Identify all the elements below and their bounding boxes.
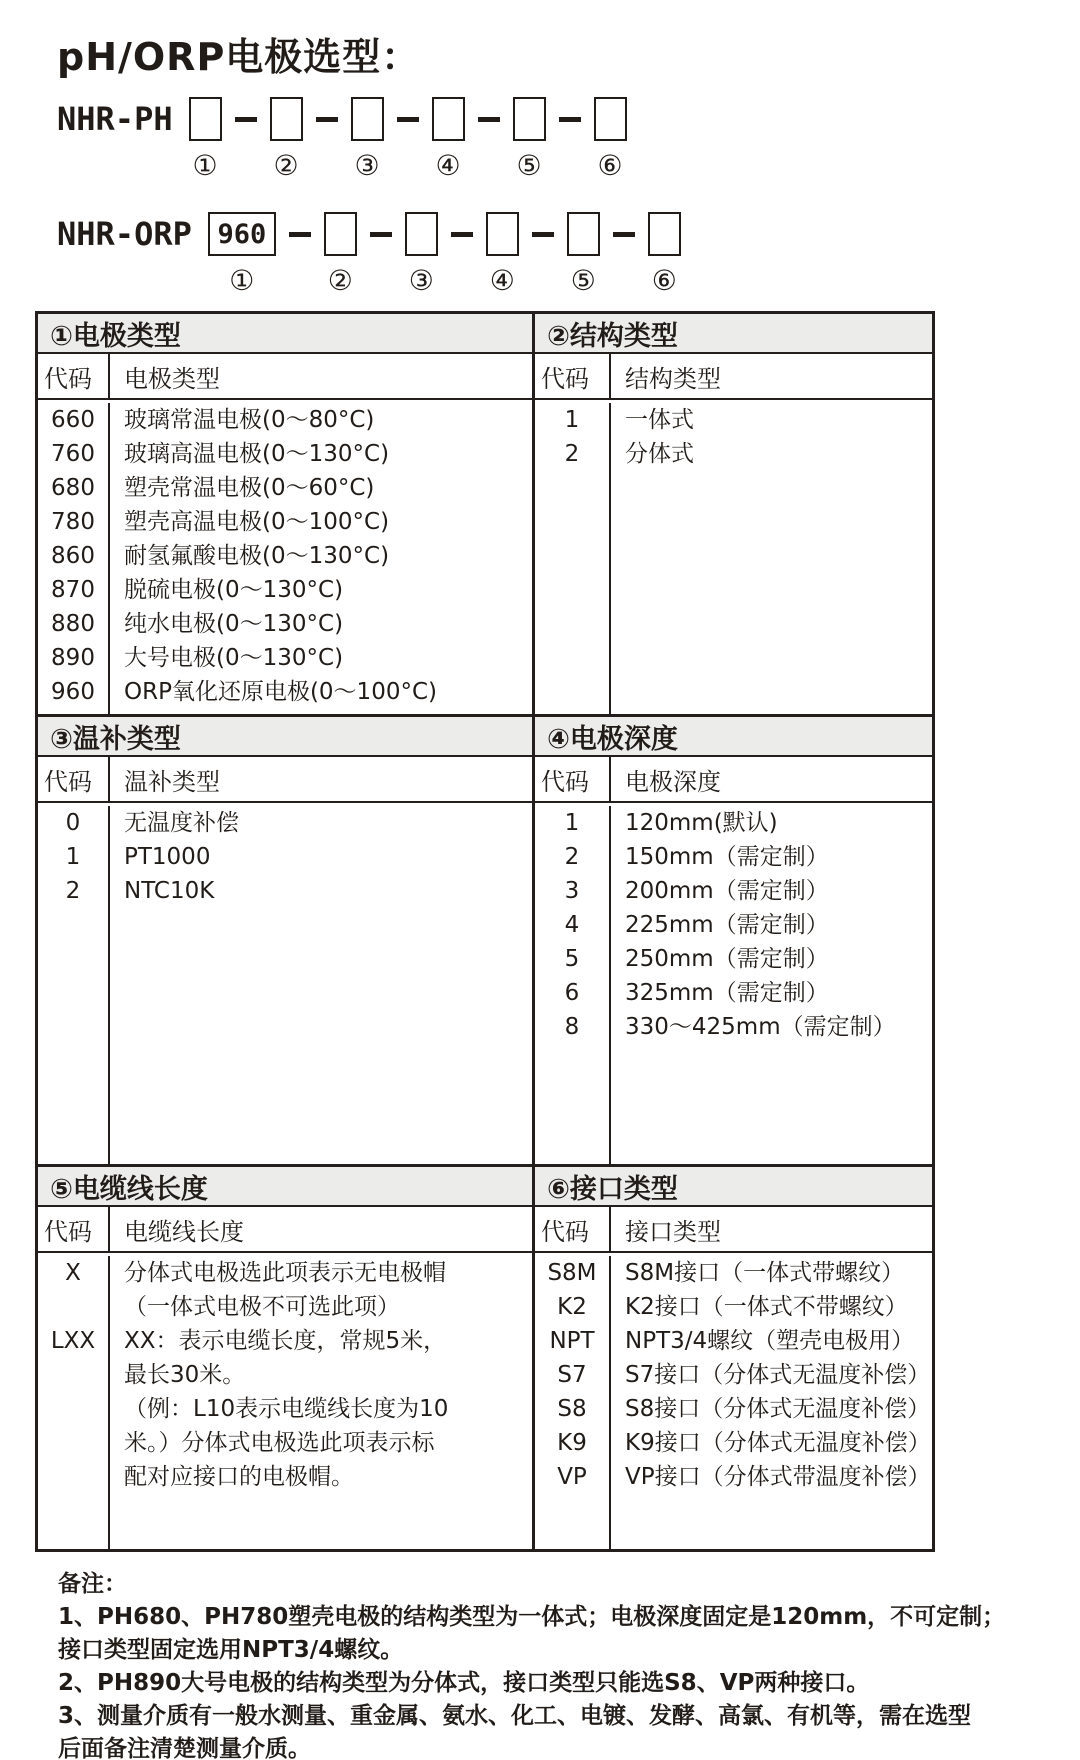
- table-row: [38, 840, 532, 874]
- filler-code: [535, 471, 611, 714]
- row-code: 860: [38, 539, 110, 573]
- section-body: [535, 803, 932, 1164]
- filler-code: [535, 1044, 611, 1164]
- filler-desc: [611, 471, 932, 714]
- model-box: [324, 212, 357, 256]
- note-line: 后面备注清楚测量介质。: [58, 1736, 311, 1760]
- filler-row: [38, 709, 532, 714]
- dash-connector: [532, 212, 554, 256]
- table-row: [535, 1392, 932, 1426]
- filler-desc: [110, 1494, 532, 1549]
- dash-connector: [559, 97, 581, 141]
- filler-code: [38, 1494, 110, 1549]
- table-row: [535, 942, 932, 976]
- circled-number: ④: [435, 149, 461, 182]
- dash-connector: [289, 212, 311, 256]
- row-desc: [110, 840, 532, 874]
- model-box: [351, 97, 384, 141]
- circled-number: ④: [489, 264, 515, 297]
- desc-line: PT1000: [124, 844, 211, 870]
- desc-line: 无温度补偿: [124, 810, 239, 836]
- table-row: [38, 874, 532, 908]
- row-code: 660: [38, 403, 110, 437]
- row-desc: [611, 976, 932, 1010]
- section-header: ⑤电缆线长度: [38, 1167, 532, 1207]
- type-column-header: 电极类型: [124, 364, 220, 393]
- row-desc: [611, 1426, 932, 1460]
- row-code: 870: [38, 573, 110, 607]
- desc-line: NTC10K: [124, 878, 215, 904]
- filler-row: [535, 471, 932, 714]
- circled-number: ⑥: [651, 264, 677, 297]
- row-desc: [611, 874, 932, 908]
- filler-desc: [611, 1044, 932, 1164]
- desc-line: （例：L10表示电缆线长度为10: [124, 1396, 449, 1422]
- table-row: [38, 607, 532, 641]
- model-box: [594, 97, 627, 141]
- dash-connector: [451, 212, 473, 256]
- section-body: [38, 1253, 532, 1549]
- dash-icon: [559, 117, 581, 122]
- row-desc: [611, 1392, 932, 1426]
- desc-line: 250mm（需定制）: [625, 946, 829, 972]
- row-desc: [110, 874, 532, 908]
- row-code: 4: [535, 908, 611, 942]
- section-1: [38, 314, 532, 714]
- row-desc: [110, 437, 532, 471]
- circled-number: ⑥: [597, 149, 623, 182]
- table-row: [38, 1324, 532, 1494]
- section-header: ②结构类型: [535, 314, 932, 354]
- row-desc: [110, 806, 532, 840]
- row-desc: [611, 908, 932, 942]
- filler-desc: [611, 1494, 932, 1549]
- column-header-row: [535, 1207, 932, 1253]
- circled-number: ⑤: [516, 149, 542, 182]
- row-code: 780: [38, 505, 110, 539]
- desc-line: 120mm(默认): [625, 810, 778, 836]
- type-column-header: 温补类型: [124, 767, 220, 796]
- table-row: [38, 471, 532, 505]
- row-code: 2: [38, 874, 110, 908]
- row-code: S8M: [535, 1256, 611, 1290]
- model-box: [486, 212, 519, 256]
- column-header-row: [535, 354, 932, 400]
- section-header: ①电极类型: [38, 314, 532, 354]
- desc-line: 配对应接口的电极帽。: [124, 1464, 354, 1490]
- table-row: [535, 403, 932, 437]
- row-code: 760: [38, 437, 110, 471]
- model-prefix: NHR-ORP: [57, 215, 192, 253]
- circled-number: ①: [229, 264, 255, 297]
- code-column-header: 代码: [38, 1207, 110, 1251]
- note-line: 接口类型固定选用NPT3/4螺纹。: [58, 1637, 404, 1663]
- row-desc: [611, 1256, 932, 1290]
- dash-icon: [316, 117, 338, 122]
- model-box: [432, 97, 465, 141]
- table-row: [535, 806, 932, 840]
- table-row: [535, 874, 932, 908]
- row-desc: [611, 806, 932, 840]
- table-row: [535, 1010, 932, 1044]
- table-row: [38, 675, 532, 709]
- model-box: 960: [208, 212, 276, 256]
- table-row: [535, 437, 932, 471]
- row-desc: [611, 942, 932, 976]
- desc-line: 大号电极(0～130°C): [124, 645, 344, 671]
- row-desc: [110, 403, 532, 437]
- desc-line: S8M接口（一体式带螺纹）: [625, 1260, 905, 1286]
- desc-line: 玻璃高温电极(0～130°C): [124, 441, 390, 467]
- section-body: [535, 1253, 932, 1549]
- row-desc: [110, 641, 532, 675]
- filler-desc: [110, 908, 532, 1164]
- model-segment-1: [189, 97, 222, 182]
- code-column-header: 代码: [38, 354, 110, 398]
- model-segment-4: [486, 212, 519, 297]
- desc-line: XX：表示电缆长度，常规5米，: [124, 1328, 447, 1354]
- row-desc: [611, 1324, 932, 1358]
- row-code: S7: [535, 1358, 611, 1392]
- code-column-header: 代码: [535, 1207, 611, 1251]
- model-box: [270, 97, 303, 141]
- row-code: 680: [38, 471, 110, 505]
- row-desc: [611, 840, 932, 874]
- table-row: [38, 641, 532, 675]
- row-code: 1: [38, 840, 110, 874]
- dash-connector: [316, 97, 338, 141]
- section-2: [532, 314, 932, 714]
- dash-icon: [289, 232, 311, 237]
- filler-code: [535, 1494, 611, 1549]
- desc-line: 米。）分体式电极选此项表示标: [124, 1430, 435, 1456]
- circled-number: ⑤: [570, 264, 596, 297]
- note-line: 1、PH680、PH780塑壳电极的结构类型为一体式；电极深度固定是120mm，不可定制；: [58, 1604, 1006, 1630]
- row-desc: [110, 471, 532, 505]
- model-segment-2: [324, 212, 357, 297]
- model-box: [513, 97, 546, 141]
- page-title: pH/ORP电极选型：: [57, 35, 421, 79]
- selection-table: [35, 311, 935, 1552]
- notes: [58, 1568, 1018, 1760]
- table-row: [535, 1358, 932, 1392]
- row-desc: [110, 1256, 532, 1324]
- filler-row: [38, 908, 532, 1164]
- row-desc: [110, 1324, 532, 1494]
- row-code: VP: [535, 1460, 611, 1494]
- table-row: [38, 505, 532, 539]
- dash-connector: [370, 212, 392, 256]
- desc-line: K2接口（一体式不带螺纹）: [625, 1294, 908, 1320]
- row-code: 5: [535, 942, 611, 976]
- table-row: [38, 403, 532, 437]
- filler-desc: [110, 709, 532, 714]
- circled-number: ③: [408, 264, 434, 297]
- row-code: 0: [38, 806, 110, 840]
- circled-number: ②: [327, 264, 353, 297]
- note-line: 2、PH890大号电极的结构类型为分体式，接口类型只能选S8、VP两种接口。: [58, 1670, 870, 1696]
- model-segment-2: [270, 97, 303, 182]
- row-desc: [611, 403, 932, 437]
- desc-line: 塑壳常温电极(0～60°C): [124, 475, 375, 501]
- row-code: NPT: [535, 1324, 611, 1358]
- desc-line: 耐氢氟酸电极(0～130°C): [124, 543, 390, 569]
- row-desc: [110, 675, 532, 709]
- row-code: 8: [535, 1010, 611, 1044]
- row-code: 890: [38, 641, 110, 675]
- row-code: S8: [535, 1392, 611, 1426]
- table-row: [38, 539, 532, 573]
- model-row-nhr-orp: [57, 212, 1080, 297]
- row-code: 960: [38, 675, 110, 709]
- desc-line: 一体式: [625, 407, 694, 433]
- type-column-header: 结构类型: [625, 364, 721, 393]
- row-code: 3: [535, 874, 611, 908]
- row-desc: [611, 1010, 932, 1044]
- dash-icon: [235, 117, 257, 122]
- filler-code: [38, 709, 110, 714]
- model-segment-5: [513, 97, 546, 182]
- row-code: K9: [535, 1426, 611, 1460]
- section-5: [38, 1167, 532, 1549]
- model-row-nhr-ph: [57, 97, 1080, 182]
- table-row: [535, 840, 932, 874]
- section-body: [535, 400, 932, 714]
- desc-line: 分体式电极选此项表示无电极帽: [124, 1260, 446, 1286]
- filler-row: [38, 1494, 532, 1549]
- row-desc: [110, 505, 532, 539]
- desc-line: NPT3/4螺纹（塑壳电极用）: [625, 1328, 915, 1354]
- model-code-diagrams: [57, 97, 1080, 297]
- table-row: [38, 437, 532, 471]
- dash-icon: [532, 232, 554, 237]
- desc-line: 分体式: [625, 441, 694, 467]
- dash-icon: [478, 117, 500, 122]
- row-code: 6: [535, 976, 611, 1010]
- type-column-header: 接口类型: [625, 1217, 721, 1246]
- dash-icon: [451, 232, 473, 237]
- section-header: ④电极深度: [535, 717, 932, 757]
- note-line: 3、测量介质有一般水测量、重金属、氨水、化工、电镀、发酵、高氯、有机等，需在选型: [58, 1703, 972, 1729]
- table-row: [38, 573, 532, 607]
- section-6: [532, 1167, 932, 1549]
- desc-line: K9接口（分体式无温度补偿）: [625, 1430, 931, 1456]
- table-row: [535, 976, 932, 1010]
- type-column-header: 电极深度: [625, 767, 721, 796]
- row-desc: [110, 539, 532, 573]
- model-box: [648, 212, 681, 256]
- section-header: ③温补类型: [38, 717, 532, 757]
- desc-line: S8接口（分体式无温度补偿）: [625, 1396, 931, 1422]
- code-column-header: 代码: [38, 757, 110, 801]
- desc-line: ORP氧化还原电极(0～100°C): [124, 679, 437, 705]
- row-code: LXX: [38, 1324, 110, 1494]
- model-sequence: [189, 97, 627, 182]
- row-code: X: [38, 1256, 110, 1324]
- table-row: [535, 1460, 932, 1494]
- table-band-3: [38, 1164, 932, 1549]
- desc-line: （一体式电极不可选此项）: [124, 1294, 400, 1320]
- table-row: [38, 1256, 532, 1324]
- table-band-2: [38, 714, 932, 1164]
- model-segment-6: [594, 97, 627, 182]
- desc-line: 脱硫电极(0～130°C): [124, 577, 344, 603]
- column-header-row: [38, 757, 532, 803]
- row-desc: [611, 1290, 932, 1324]
- table-band-1: [38, 314, 932, 714]
- model-prefix: NHR-PH: [57, 100, 173, 138]
- row-desc: [110, 573, 532, 607]
- desc-line: 最长30米。: [124, 1362, 246, 1388]
- dash-icon: [370, 232, 392, 237]
- row-desc: [110, 607, 532, 641]
- circled-number: ①: [192, 149, 218, 182]
- row-code: 1: [535, 806, 611, 840]
- row-desc: [611, 437, 932, 471]
- model-box: [567, 212, 600, 256]
- row-code: 880: [38, 607, 110, 641]
- model-segment-3: [405, 212, 438, 297]
- table-row: [535, 1426, 932, 1460]
- table-row: [535, 1324, 932, 1358]
- table-row: [535, 1256, 932, 1290]
- column-header-row: [38, 1207, 532, 1253]
- table-row: [38, 806, 532, 840]
- desc-line: 塑壳高温电极(0～100°C): [124, 509, 390, 535]
- model-sequence: [208, 212, 681, 297]
- desc-line: 150mm（需定制）: [625, 844, 829, 870]
- model-segment-5: [567, 212, 600, 297]
- desc-line: S7接口（分体式无温度补偿）: [625, 1362, 931, 1388]
- row-code: 2: [535, 840, 611, 874]
- model-segment-4: [432, 97, 465, 182]
- row-code: 1: [535, 403, 611, 437]
- dash-connector: [478, 97, 500, 141]
- row-desc: [611, 1358, 932, 1392]
- desc-line: 325mm（需定制）: [625, 980, 829, 1006]
- filler-row: [535, 1494, 932, 1549]
- section-header: ⑥接口类型: [535, 1167, 932, 1207]
- desc-line: 200mm（需定制）: [625, 878, 829, 904]
- model-segment-3: [351, 97, 384, 182]
- model-box: [189, 97, 222, 141]
- dash-connector: [613, 212, 635, 256]
- column-header-row: [535, 757, 932, 803]
- dash-connector: [397, 97, 419, 141]
- table-row: [535, 908, 932, 942]
- row-code: K2: [535, 1290, 611, 1324]
- section-body: [38, 803, 532, 1164]
- circled-number: ②: [273, 149, 299, 182]
- dash-icon: [397, 117, 419, 122]
- dash-icon: [613, 232, 635, 237]
- row-desc: [611, 1460, 932, 1494]
- code-column-header: 代码: [535, 354, 611, 398]
- model-segment-6: [648, 212, 681, 297]
- model-segment-1: [208, 212, 276, 297]
- desc-line: VP接口（分体式带温度补偿）: [625, 1464, 931, 1490]
- circled-number: ③: [354, 149, 380, 182]
- desc-line: 玻璃常温电极(0～80°C): [124, 407, 375, 433]
- section-body: [38, 400, 532, 714]
- filler-code: [38, 908, 110, 1164]
- table-row: [535, 1290, 932, 1324]
- note-line: 备注：: [58, 1571, 127, 1597]
- filler-row: [535, 1044, 932, 1164]
- section-4: [532, 717, 932, 1164]
- code-column-header: 代码: [535, 757, 611, 801]
- desc-line: 纯水电极(0～130°C): [124, 611, 344, 637]
- dash-connector: [235, 97, 257, 141]
- section-3: [38, 717, 532, 1164]
- desc-line: 225mm（需定制）: [625, 912, 829, 938]
- model-box: [405, 212, 438, 256]
- desc-line: 330～425mm（需定制）: [625, 1014, 896, 1040]
- column-header-row: [38, 354, 532, 400]
- row-code: 2: [535, 437, 611, 471]
- type-column-header: 电缆线长度: [124, 1217, 244, 1246]
